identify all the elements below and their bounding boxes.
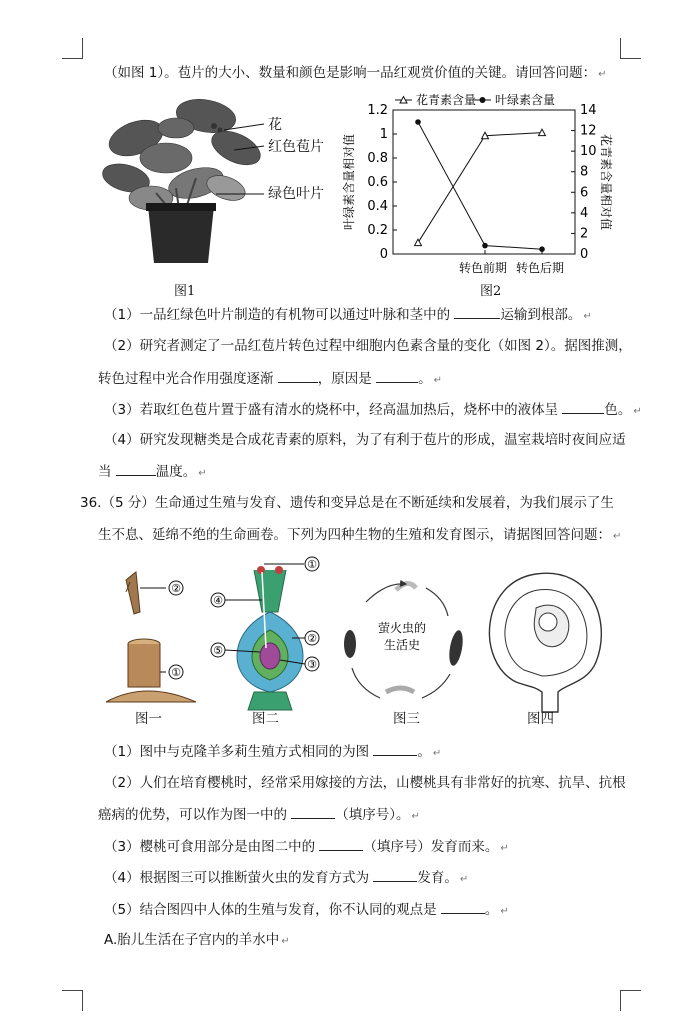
answer-blank-a1[interactable]: [454, 305, 500, 319]
fig-caption-1: 图一: [135, 711, 162, 727]
question-b2-cont: 癌病的优势，可以作为图一中的 （填序号）。 ↵: [98, 807, 420, 823]
corner-mark-bottom-left: [62, 990, 83, 1011]
left-tick-label: 0.6: [367, 175, 388, 190]
x-category-label: 转色后期: [515, 261, 565, 275]
chlorophyll-point: [482, 243, 488, 249]
question-a4: （4）研究发现糖类是合成花青素的原料，为了有利于苞片的形成，温室栽培时夜间应适: [104, 432, 626, 448]
right-tick-label: 6: [580, 185, 589, 201]
question-b1: （1）图中与克隆羊多莉生殖方式相同的为图 。 ↵: [104, 744, 442, 760]
anthocyanin-line: [418, 133, 542, 243]
answer-blank-b3[interactable]: [319, 837, 363, 851]
left-axis-label: 叶绿素含量相对值: [342, 133, 356, 231]
question-b5: （5）结合图四中人体的生殖与发育，你不认同的观点是 。 ↵: [104, 902, 509, 918]
q36-line1: 36.（5 分）生命通过生殖与发育、遗传和变异总是在不断延续和发展着，为我们展示了生: [80, 495, 614, 511]
left-tick-label: 0: [379, 247, 388, 262]
pistil-figure: [211, 557, 319, 710]
fig1-label-flower: 花: [268, 117, 282, 133]
answer-blank-a3[interactable]: [562, 400, 604, 414]
q36-line2: 生不息、延绵不绝的生命画卷。下列为四种生物的生殖和发育图示，请据图回答问题： ↵: [98, 527, 622, 543]
fig-caption-2: 图二: [252, 711, 279, 727]
right-tick-label: 8: [580, 164, 589, 180]
chlorophyll-line: [418, 122, 542, 249]
chlorophyll-point: [539, 246, 545, 252]
fig1-label-green-leaf: 绿色叶片: [268, 186, 324, 202]
legend-chlorophyll-marker: [480, 97, 486, 103]
right-tick-label: 10: [580, 144, 597, 160]
pigment-chart: [340, 88, 613, 288]
firefly-lifecycle-figure: [344, 583, 465, 698]
question-b4: （4）根据图三可以推断萤火虫的发育方式为 发育。 ↵: [104, 870, 469, 886]
answer-blank-a2a[interactable]: [278, 369, 318, 383]
right-tick-label: 0: [580, 247, 589, 262]
fig2-mark-5: ⑤: [213, 644, 223, 657]
left-tick-label: 0.4: [367, 199, 388, 214]
right-tick-label: 12: [580, 123, 597, 139]
legend-anthocyanin-label: 花青素含量: [416, 93, 477, 107]
answer-blank-a2b[interactable]: [376, 369, 418, 383]
fig1-mark-2: ②: [171, 582, 181, 595]
answer-blank-a4[interactable]: [116, 462, 156, 476]
right-tick-label: 14: [580, 103, 597, 118]
answer-blank-b5[interactable]: [441, 900, 485, 914]
right-tick-label: 4: [580, 205, 589, 221]
chlorophyll-point: [415, 119, 421, 125]
answer-blank-b4[interactable]: [373, 868, 417, 882]
fig1-caption: 图1: [174, 284, 196, 299]
fig1-mark-1: ①: [171, 666, 181, 679]
fig2-mark-2: ②: [307, 632, 317, 645]
answer-blank-b2[interactable]: [291, 805, 335, 819]
question-a2: （2）研究者测定了一品红苞片转色过程中细胞内色素含量的变化（如图 2）。据图推测，: [104, 338, 632, 354]
fig2-caption: 图2: [480, 284, 502, 299]
anthocyanin-point: [415, 239, 422, 246]
chart-frame: [393, 110, 575, 254]
legend-chlorophyll-label: 叶绿素含量: [495, 93, 556, 107]
answer-blank-b1[interactable]: [373, 742, 417, 756]
question-a3: （3）若取红色苞片置于盛有清水的烧杯中，经高温加热后，烧杯中的液体呈 色。 ↵: [104, 402, 642, 418]
fig3-text-2: 生活史: [383, 638, 421, 652]
fig-caption-4: 图四: [527, 711, 554, 727]
chart-legend: [395, 92, 555, 107]
reproduction-figures: [96, 552, 636, 722]
fig2-mark-3: ③: [307, 658, 317, 671]
fig-caption-3: 图三: [393, 711, 420, 727]
question-a2-cont: 转色过程中光合作用强度逐渐 ，原因是 。 ↵: [98, 371, 442, 387]
intro-text: （如图 1）。苞片的大小、数量和颜色是影响一品红观赏价值的关键。请回答问题： ↵: [104, 65, 607, 81]
right-tick-label: 2: [580, 226, 589, 242]
right-axis-label: 花青素含量相对值: [599, 133, 613, 231]
corner-mark-top-left: [62, 38, 83, 59]
question-a1: （1）一品红绿色叶片制造的有机物可以通过叶脉和茎中的 运输到根部。 ↵: [104, 307, 592, 323]
fig2-mark-1: ①: [307, 558, 317, 571]
left-tick-label: 0.8: [367, 151, 388, 166]
corner-mark-bottom-right: [620, 990, 641, 1011]
question-b2: （2）人们在培育樱桃时，经常采用嫁接的方法，山樱桃具有非常好的抗寒、抗旱、抗根: [104, 775, 626, 791]
uterus-figure: [489, 573, 601, 712]
left-tick-label: 1.2: [367, 103, 388, 118]
corner-mark-top-right: [620, 38, 641, 59]
grafting-figure: [106, 572, 196, 702]
option-a: A.胎儿生活在子宫内的羊水中 ↵: [104, 932, 290, 948]
x-category-label: 转色前期: [458, 261, 508, 275]
fig3-text-1: 萤火虫的: [377, 621, 427, 635]
fig2-mark-4: ④: [213, 594, 223, 607]
fig1-label-red-bract: 红色苞片: [268, 139, 324, 155]
left-tick-label: 0.2: [367, 223, 388, 238]
question-b3: （3）樱桃可食用部分是由图二中的 （填序号）发育而来。 ↵: [104, 839, 509, 855]
question-a4-cont: 当 温度。 ↵: [98, 464, 207, 480]
left-tick-label: 1: [379, 127, 388, 142]
